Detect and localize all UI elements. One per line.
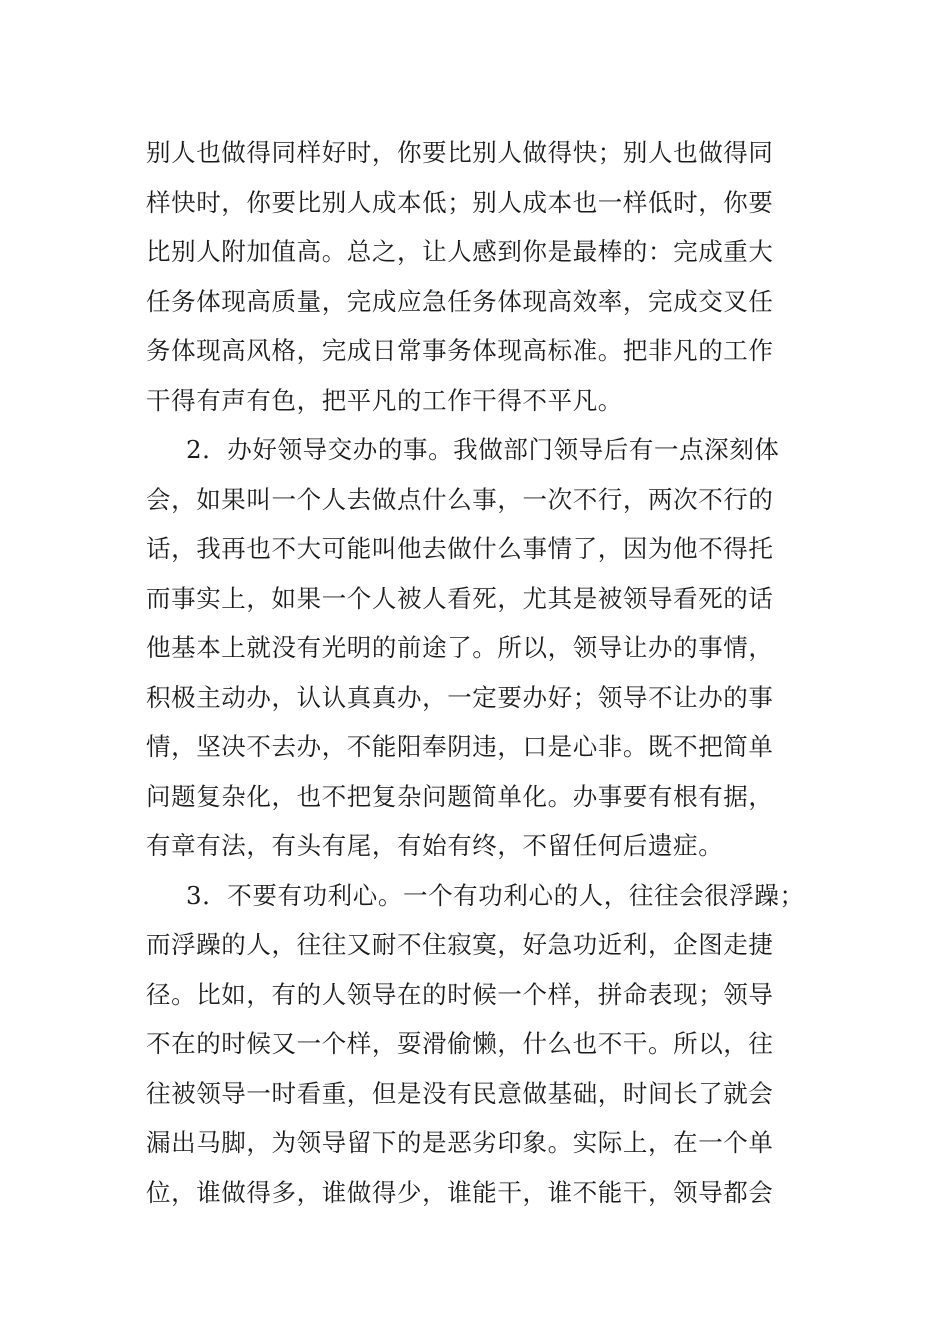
text-line: 而浮躁的人，往往又耐不住寂寞，好急功近利，企图走捷 (146, 930, 774, 959)
text-line: 往被领导一时看重，但是没有民意做基础，时间长了就会 (146, 1078, 774, 1108)
text-line: 务体现高风格，完成日常事务体现高标准。把非凡的工作 (146, 336, 774, 365)
text-line: 不在的时候又一个样，耍滑偷懒，什么也不干。所以，往 (146, 1029, 774, 1058)
text-line: 任务体现高质量，完成应急任务体现高效率，完成交叉任 (146, 286, 774, 316)
text-line: 而事实上，如果一个人被人看死，尤其是被领导看死的话 (146, 583, 774, 613)
text-line: 别人也做得同样好时，你要比别人做得快；别人也做得同 (146, 138, 774, 167)
text-line: 漏出马脚，为领导留下的是恶劣印象。实际上，在一个单 (146, 1128, 774, 1157)
body-text (146, 128, 816, 1217)
text-line: 会，如果叫一个人去做点什么事，一次不行，两次不行的 (146, 484, 774, 514)
text-line: 他基本上就没有光明的前途了。所以，领导让办的事情， (146, 633, 774, 662)
text-line: 3．不要有功利心。一个有功利心的人，往往会很浮躁； (186, 880, 805, 910)
text-line: 位，谁做得多，谁做得少，谁能干，谁不能干，领导都会 (146, 1177, 774, 1207)
text-line: 有章有法，有头有尾，有始有终，不留任何后遗症。 (146, 831, 724, 860)
text-line: 干得有声有色，把平凡的工作干得不平凡。 (146, 385, 623, 415)
text-line: 径。比如，有的人领导在的时候一个样，拼命表现；领导 (146, 979, 774, 1009)
text-line: 积极主动办，认认真真办，一定要办好；领导不让办的事 (146, 682, 774, 712)
text-line: 2．办好领导交办的事。我做部门领导后有一点深刻体 (186, 435, 780, 464)
text-line: 比别人附加值高。总之，让人感到你是最棒的：完成重大 (146, 237, 774, 266)
text-line: 样快时，你要比别人成本低；别人成本也一样低时，你要 (146, 187, 774, 217)
text-line: 问题复杂化，也不把复杂问题简单化。办事要有根有据， (146, 781, 774, 811)
text-line: 话，我再也不大可能叫他去做什么事情了，因为他不得托 (146, 534, 774, 563)
text-line: 情，坚决不去办，不能阳奉阴违，口是心非。既不把简单 (146, 732, 774, 761)
